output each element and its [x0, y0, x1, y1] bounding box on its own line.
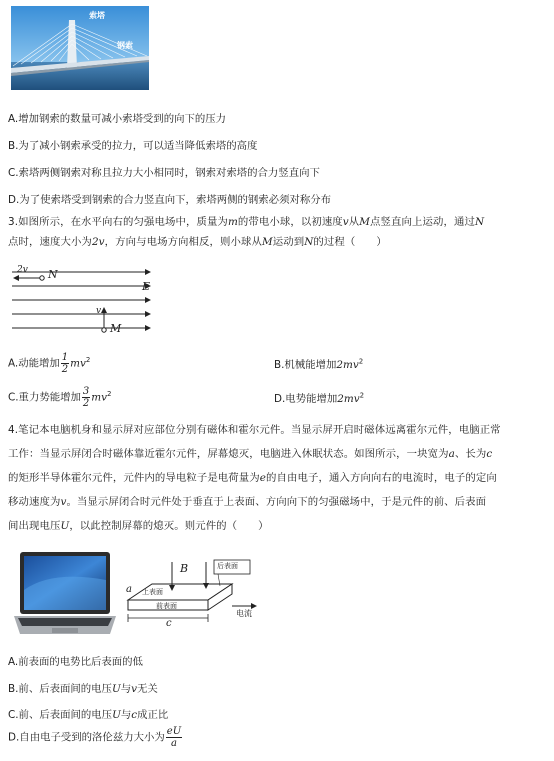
q4-option-b: B.前、后表面间的电压U与v无关: [8, 683, 158, 695]
q3-fig-2v: 2v: [17, 265, 28, 275]
q3-fig-N: N: [48, 268, 58, 281]
q3-fig-M: M: [110, 322, 122, 335]
q3-field-figure: [10, 262, 160, 342]
q2-option-b: B.为了减小钢索承受的拉力，可以适当降低索塔的高度: [8, 140, 258, 152]
q4-option-c: C.前、后表面间的电压U与c成正比: [8, 709, 169, 721]
hall-element-figure: [122, 556, 272, 630]
q3-option-c: C.重力势能增加 $\frac{3}{2}$ $mv^2$: [8, 386, 112, 409]
q2-option-a: A.增加钢索的数量可减小索塔受到的向下的压力: [8, 113, 227, 125]
q2-option-c: C.索塔两侧钢索对称且拉力大小相同时，钢索对索塔的合力竖直向下: [8, 167, 320, 179]
hall-fig-top: 上表面: [142, 588, 163, 596]
hall-fig-back: 后表面: [217, 562, 238, 570]
q3-option-d: D.电势能增加$2mv^2$: [274, 391, 365, 405]
hall-fig-a: a: [126, 584, 132, 595]
q2-option-d: D.为了使索塔受到钢索的合力竖直向下，索塔两侧的钢索必须对称分布: [8, 194, 332, 206]
hall-fig-B: B: [180, 562, 189, 575]
q3-stem: 3.如图所示，在水平向右的匀强电场中，质量为m的带电小球，以初速度v从M点竖直向上运动，通过N 点时，速度大小为2v，方向与电场方向相反，则小球从M运动到N的过程（ ）: [8, 216, 485, 248]
hall-fig-current: 电流: [236, 609, 252, 618]
laptop-image: [12, 550, 118, 638]
q4-stem: 4.笔记本电脑机身和显示屏对应部位分别有磁体和霍尔元件。当显示屏开启时磁体远离霍尔元件，电脑正常 工作：当显示屏闭合时磁体靠近霍尔元件，屏幕熄灭，电脑进入休眠状态。如图所示，一块宽为a、长为c 的矩形半导体霍尔元件，元件内的导电粒子是电荷量为e的自由电子，通入方向向右的电流时，电子的定向 移动速度为v。当显示屏闭合时元件处于垂直于上表面、方向向下的匀强磁场中，于是元件的前、后表面 间出现电压U，以此控制屏幕的熄灭。则元件的（ ）: [8, 424, 501, 532]
photo-label-tower: 索塔: [89, 11, 105, 20]
q4-option-a: A.前表面的电势比后表面的低: [8, 656, 143, 668]
q3-option-a: A.动能增加 $\frac{1}{2}$ $mv^2$: [8, 352, 91, 375]
hall-fig-front: 前表面: [156, 602, 177, 610]
q3-option-b: B.机械能增加$2mv^2$: [274, 357, 364, 371]
q3-fig-v: v: [96, 306, 102, 316]
q3-fig-E: E: [142, 280, 151, 293]
hall-fig-c: c: [166, 618, 172, 629]
photo-label-cable: 钢索: [117, 41, 133, 50]
q4-option-d: D.自由电子受到的洛伦兹力大小为 $\frac{eU}{a}$: [8, 726, 182, 749]
bridge-photo: [11, 6, 149, 90]
